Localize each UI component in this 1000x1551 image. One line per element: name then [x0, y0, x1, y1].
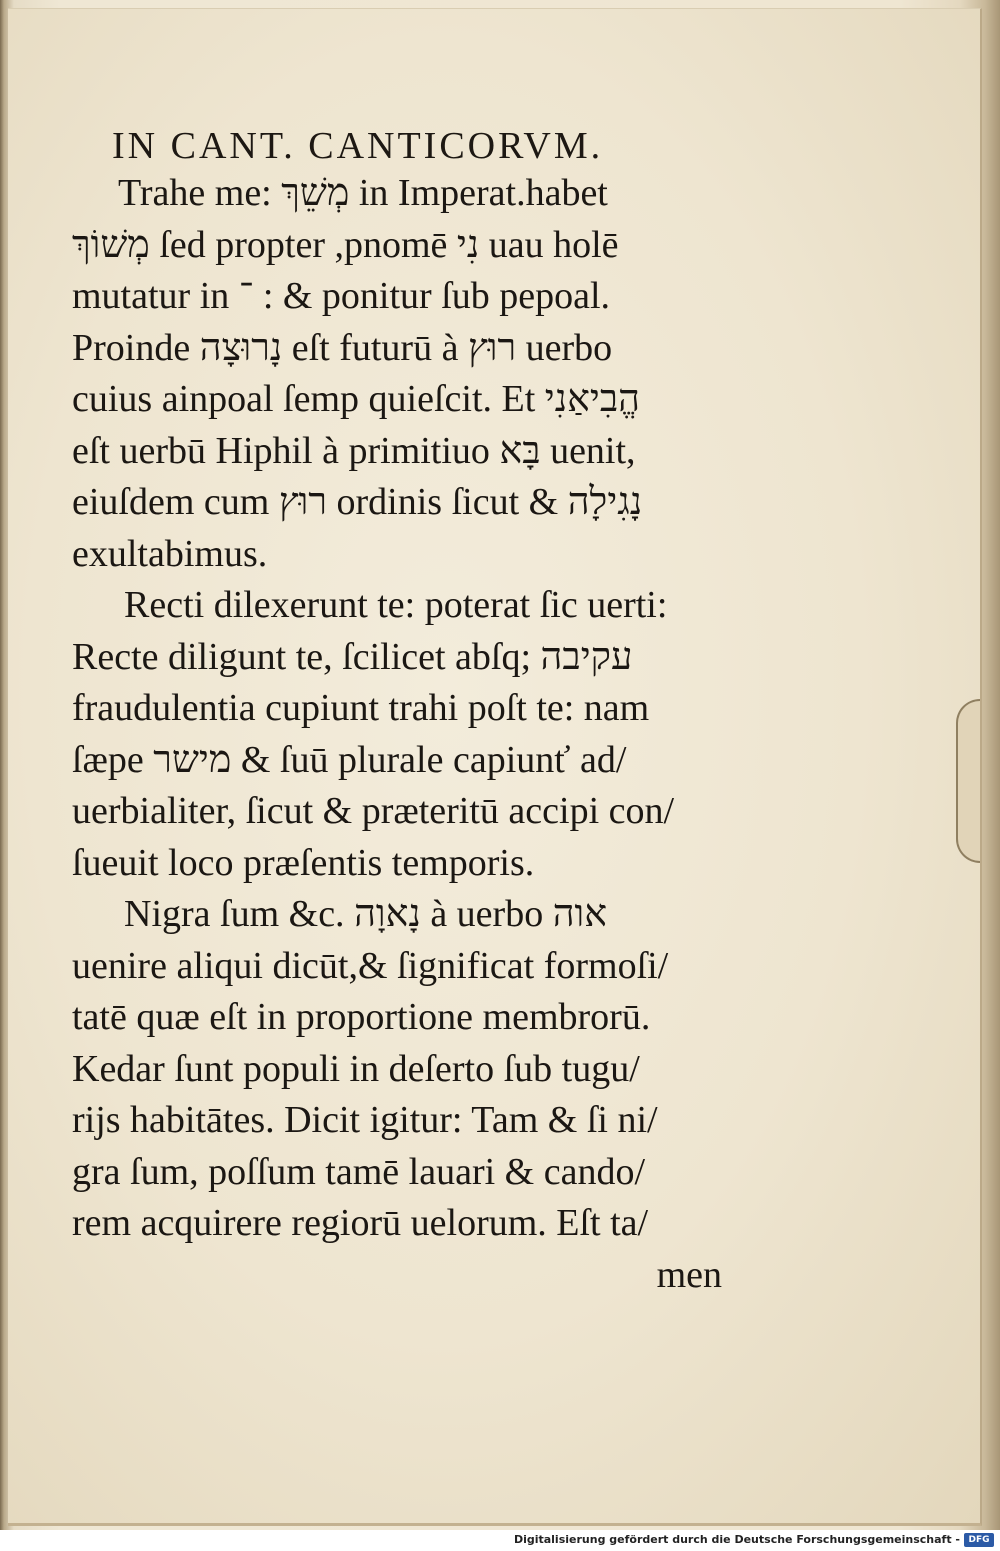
- text-line: ſueuit loco præſentis temporis.: [72, 841, 535, 884]
- dfg-logo: DFG: [964, 1533, 994, 1547]
- text-line: Trahe me: מְשֵׁךְ in Imperat.habet: [118, 172, 608, 214]
- footer-bar: [0, 1530, 1000, 1551]
- text-line: rijs habitātes. Dicit igitur: Tam & ſi ni/: [72, 1099, 658, 1141]
- text-line: uenire aliqui dicūt,& ſignificat formoſi/: [72, 944, 669, 987]
- text-line: gra ſum, poſſum tamē lauari & cando/: [72, 1150, 646, 1193]
- catchword: men: [656, 1253, 722, 1296]
- running-header: IN CANT. CANTICORVM.: [112, 125, 604, 167]
- text-line: Proinde נָרוּצָה eſt futurū à רוּץ uerbo: [72, 326, 613, 369]
- text-line: exultabimus.: [72, 532, 268, 575]
- text-line: Recte diligunt te, ſcilicet abſq; עקיבה: [72, 635, 633, 678]
- text-line: Recti dilexerunt te: poterat ſic uerti:: [124, 584, 668, 626]
- text-line: uerbialiter, ſicut & præteritū accipi con/: [72, 790, 675, 832]
- text-line: ſæpe מישר & ſuū plurale capiunť ad/: [72, 738, 627, 781]
- text-line: Kedar ſunt populi in deſerto ſub tugu/: [72, 1047, 640, 1090]
- text-line: rem acquirere regiorū uelorum. Eſt ta/: [72, 1202, 649, 1244]
- text-line: eſt uerbū Hiphil à primitiuo בָּא uenit,: [72, 429, 636, 472]
- text-line: fraudulentia cupiunt trahi poſt te: nam: [72, 687, 650, 729]
- text-line: cuius ainpoal ſemp quieſcit. Et הֱבִיאַנִי: [72, 378, 641, 420]
- funding-credit: Digitalisierung gefördert durch die Deutsche Forschungsgemeinschaft -: [513, 1533, 960, 1546]
- text-line: mutatur in ־ : & ponitur ſub pepoal.: [72, 275, 611, 317]
- text-line: Nigra ſum &c. נָאוָה à uerbo אוה: [124, 893, 608, 935]
- text-line: eiuſdem cum רוּץ ordinis ſicut & נָגִילָה: [72, 481, 643, 523]
- text-line: tatē quæ eſt in proportione membrorū.: [72, 996, 651, 1038]
- body-text: [72, 168, 752, 1301]
- page-tab: [956, 699, 980, 863]
- text-line: מְשׁוֹךְ ſed propter ,pnomē נִי uau holē: [72, 223, 619, 266]
